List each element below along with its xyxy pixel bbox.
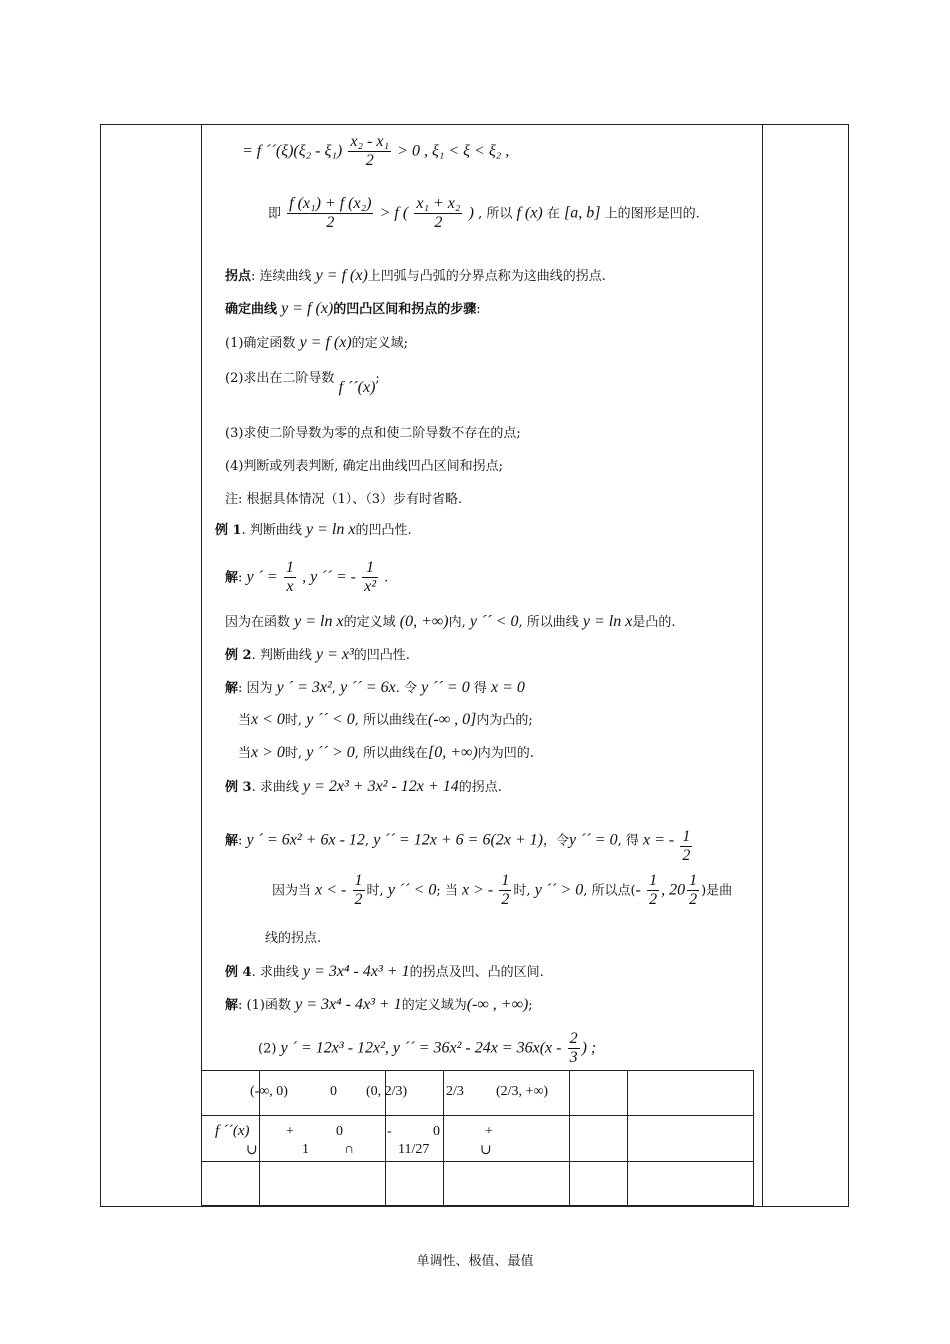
ex2-c1-interval: (-∞ , 0] <box>428 711 477 728</box>
line2-frac1-num: f (x₁) + f (x₂) <box>287 195 373 214</box>
ex3-sol-c: ，令 <box>543 833 570 849</box>
ex2-sol-b: , <box>331 681 336 696</box>
line2-close: ) <box>468 204 474 222</box>
ex3-r-frac4 <box>687 872 699 910</box>
line2-frac2-num: x₁ + x₂ <box>414 195 462 214</box>
ex2-sol-d: 得 <box>473 681 487 696</box>
example-2-label: 例 2 <box>225 648 252 663</box>
table-row-divider-2 <box>201 1161 754 1162</box>
table-col-5 <box>627 1070 628 1206</box>
steps-heading-colon: : <box>476 302 481 317</box>
ex2-text-b: 的凹凸性. <box>353 648 410 663</box>
example-4-statement <box>225 962 544 981</box>
steps-heading-formula: y = f (x) <box>281 300 334 317</box>
example-3-reason <box>272 872 732 910</box>
step2-text-b: ; <box>375 371 380 386</box>
ex3-r-d: 时, <box>513 883 531 899</box>
ex3-r-frac2-den: 2 <box>501 891 510 909</box>
frame-col-divider-right <box>762 124 763 1207</box>
ex4-text-a: . 求曲线 <box>251 965 299 980</box>
ex4-sol-domain: (-∞ , +∞) <box>466 996 529 1013</box>
frame-top-border <box>100 124 849 125</box>
step1-text-a: (1)确定函数 <box>225 336 296 351</box>
example-4-solution-1 <box>225 995 533 1014</box>
ex4-s2-frac <box>568 1030 580 1068</box>
example-1-reason <box>225 612 675 631</box>
formula-line-2 <box>268 195 700 233</box>
table-sign-cell: 0 <box>433 1124 440 1139</box>
ex1-frac-2 <box>362 559 378 597</box>
ex2-c2-c: , 所以曲线在 <box>354 746 429 761</box>
ex3-r-frac2 <box>499 872 511 910</box>
ex1-reason-f2: y = ln x <box>582 613 633 630</box>
ex3-r-frac2-num: 1 <box>499 872 511 891</box>
frame-col-divider-left <box>201 124 202 1207</box>
ex3-r-f6: , 20 <box>661 881 686 899</box>
ex2-c2-f2: y ´´ > 0 <box>306 744 355 761</box>
inflection-text-a: : 连续曲线 <box>251 269 312 284</box>
line2-ji: 即 <box>268 206 282 222</box>
ex3-text-a: . 求曲线 <box>251 780 299 795</box>
ex3-r-f2: y ´´ < 0 <box>387 881 437 899</box>
table-col-3 <box>443 1070 444 1206</box>
example-3-statement <box>225 777 502 796</box>
ex3-r-e: , 所以点( <box>583 883 636 899</box>
ex2-c1-d: 内为凸的; <box>476 713 533 728</box>
ex3-sol-frac-den: 2 <box>682 847 691 865</box>
line2-frac1-den: 2 <box>326 214 335 232</box>
ex2-c2-f: x > 0 <box>251 744 285 761</box>
ex2-c2-b: 时, <box>284 746 303 761</box>
ex2-sol-f1: y ´ = 3x² <box>276 679 332 696</box>
table-header-cell: 0 <box>330 1084 337 1099</box>
line1-tail: > 0 , ξ₁ < ξ < ξ₂ , <box>397 142 510 160</box>
steps-note: 注: 根据具体情况（1）、（3）步有时省略. <box>225 492 463 507</box>
ex3-sol-b: , <box>364 833 370 849</box>
step-4: (4)判断或列表判断, 确定出曲线凹凸区间和拐点; <box>225 459 504 474</box>
ex3-sol-f2: y ´´ = 12x + 6 = 6(2x + 1) <box>373 831 543 849</box>
ex4-formula: y = 3x⁴ - 4x³ + 1 <box>302 963 410 980</box>
step2-formula: f ´´(x) <box>338 379 376 396</box>
ex1-frac1-num: 1 <box>284 559 296 578</box>
example-4-solution-2 <box>258 1030 596 1068</box>
ex1-reason-b: 的定义域 <box>343 615 396 630</box>
table-shape-cell: ∪ <box>246 1143 258 1158</box>
ex1-reason-domain: (0, +∞) <box>399 613 449 630</box>
ex2-c2-d: 内为凹的. <box>477 746 534 761</box>
table-header-cell: (0, 2/3) <box>366 1084 408 1099</box>
ex3-r-frac1-den: 2 <box>354 891 363 909</box>
ex1-text-b: 的凹凸性. <box>355 523 412 538</box>
line2-fraction-1 <box>287 195 373 233</box>
ex2-sol-f3: y ´´ = 0 <box>421 679 470 696</box>
frame-right-border <box>848 124 849 1207</box>
line1-frac-num: x₂ - x₁ <box>348 133 391 152</box>
frame-left-border <box>100 124 101 1207</box>
table-shape-cell: ∪ <box>480 1143 492 1158</box>
table-col-4 <box>569 1070 570 1206</box>
ex4-sol-f1: y = 3x⁴ - 4x³ + 1 <box>295 996 402 1013</box>
example-3-reason-cont: 线的拐点. <box>265 931 322 946</box>
example-2-case-2 <box>238 743 534 762</box>
table-sign-cell: 0 <box>336 1124 343 1139</box>
step2-text-a: (2)求出在二阶导数 <box>225 371 335 386</box>
ex3-r-frac1 <box>353 872 365 910</box>
ex3-r-f3: x > - <box>462 881 494 899</box>
ex3-sol-f4: x = - <box>642 831 675 849</box>
ex1-y1: y ´ = <box>246 568 278 586</box>
example-3-solution <box>225 822 694 865</box>
ex2-c2-interval: [0, +∞) <box>428 744 478 761</box>
ex1-reason-a: 因为在函数 <box>225 615 291 630</box>
table-header-cell: (2/3, +∞) <box>496 1084 549 1099</box>
ex2-c1-c: , 所以曲线在 <box>354 713 429 728</box>
table-header-cell: 2/3 <box>446 1084 464 1099</box>
example-3-label: 例 3 <box>225 780 252 795</box>
example-2-statement <box>225 645 410 664</box>
formula-line-1 <box>242 133 509 171</box>
ex3-sol-frac <box>680 828 692 866</box>
ex2-formula: y = x³ <box>315 646 354 663</box>
step1-text-b: 的定义域; <box>351 336 409 351</box>
line2-end: 上的图形是凹的. <box>604 206 700 222</box>
ex1-reason-c: 内, <box>448 615 466 630</box>
ex1-formula: y = ln x <box>305 521 356 538</box>
ex2-sol-label: 解 <box>225 681 239 696</box>
ex4-text-b: 的拐点及凹、凸的区间. <box>409 965 544 980</box>
ex2-text-a: . 判断曲线 <box>251 648 312 663</box>
ex3-sol-f1: y ´ = 6x² + 6x - 12 <box>246 831 365 849</box>
table-sign-cell: - <box>387 1124 392 1139</box>
ex1-reason-ineq: y ´´ < 0 <box>469 613 519 630</box>
line2-zai: 在 <box>546 206 560 222</box>
page-footer: 单调性、极值、最值 <box>416 1254 534 1269</box>
example-1-solution <box>225 559 388 597</box>
ex3-r-frac3-den: 2 <box>649 891 658 909</box>
ex1-frac-1 <box>284 559 296 597</box>
line1-frac-den: 2 <box>365 152 374 170</box>
table-top-border <box>201 1070 754 1071</box>
table-shape-cell: 11/27 <box>398 1142 430 1157</box>
ex3-r-frac1-num: 1 <box>353 872 365 891</box>
ex2-sol-f4: x = 0 <box>491 679 525 696</box>
ex1-reason-e: 是凸的. <box>632 615 676 630</box>
table-shape-cell: ∩ <box>344 1142 355 1157</box>
ex3-sol-a: : <box>238 833 243 849</box>
step-1 <box>225 333 408 352</box>
table-row-label-f2: f ´´(x) <box>215 1123 250 1139</box>
table-row-divider-1 <box>201 1115 754 1116</box>
table-bottom-border <box>201 1205 754 1206</box>
ex2-c2-a: 当 <box>238 746 252 761</box>
table-sign-cell: + <box>286 1124 294 1139</box>
ex4-sol-c: ; <box>528 998 533 1013</box>
table-header-cell: (-∞, 0) <box>250 1084 288 1099</box>
ex3-r-f: )是曲 <box>701 883 733 899</box>
step1-formula: y = f (x) <box>299 334 352 351</box>
ex4-s2-label: (2) <box>258 1041 277 1057</box>
ex4-s2-frac-den: 3 <box>569 1049 578 1067</box>
step-2 <box>225 368 380 396</box>
inflection-formula: y = f (x) <box>315 267 368 284</box>
steps-heading-a: 确定曲线 <box>225 302 278 317</box>
steps-heading <box>225 299 481 318</box>
ex3-formula: y = 2x³ + 3x² - 12x + 14 <box>302 778 459 795</box>
ex4-sol-label: 解 <box>225 998 239 1013</box>
ex1-sol-end: . <box>384 570 389 586</box>
ex3-sol-frac-num: 1 <box>680 828 692 847</box>
ex1-sol-label: 解 <box>225 570 239 586</box>
example-2-solution <box>225 678 525 697</box>
example-1-statement <box>215 520 412 539</box>
frame-bottom-border <box>100 1206 849 1207</box>
ex2-c1-b: 时, <box>284 713 303 728</box>
ex4-sol-b: 的定义域为 <box>401 998 467 1013</box>
inflection-definition <box>225 266 606 285</box>
ex3-r-f5: - <box>635 881 641 899</box>
ex3-sol-d: , 得 <box>617 833 639 849</box>
ex3-r-a: 因为当 <box>272 883 312 899</box>
ex3-r-frac3 <box>647 872 659 910</box>
ex4-s2-frac-num: 2 <box>568 1030 580 1049</box>
ex2-sol-a: : 因为 <box>238 681 273 696</box>
line2-ab: [a, b] <box>563 204 601 222</box>
ex3-sol-f3: y ´´ = 0 <box>569 831 618 849</box>
step-3: (3)求使二阶导数为零的点和使二阶导数不存在的点; <box>225 426 521 441</box>
line1-formula: = f ´´(ξ)(ξ₂ - ξ₁) <box>242 142 343 160</box>
table-shape-cell: 1 <box>302 1142 309 1157</box>
ex2-sol-c: . 令 <box>395 681 417 696</box>
table-sign-cell: + <box>485 1124 493 1139</box>
ex3-text-b: 的拐点. <box>458 780 502 795</box>
ex1-reason-d: , 所以曲线 <box>518 615 579 630</box>
ex1-text-a: . 判断曲线 <box>241 523 302 538</box>
ex2-c1-a: 当 <box>238 713 252 728</box>
ex1-y2: , y ´´ = - <box>302 568 356 586</box>
ex4-s2-f: y ´ = 12x³ - 12x², y ´´ = 36x² - 24x = 36x(x - <box>280 1039 562 1057</box>
example-4-label: 例 4 <box>225 965 252 980</box>
ex3-r-c: ; 当 <box>436 883 458 899</box>
ex4-sol-a: : (1)函数 <box>238 998 291 1013</box>
ex2-sol-f2: y ´´ = 6x <box>340 679 396 696</box>
ex3-sol-label: 解 <box>225 833 239 849</box>
ex1-frac2-num: 1 <box>362 559 378 578</box>
ex3-r-frac3-num: 1 <box>647 872 659 891</box>
ex2-c1-f: x < 0 <box>251 711 285 728</box>
example-2-case-1 <box>238 710 533 729</box>
ex1-frac1-den: x <box>286 578 294 596</box>
ex1-frac2-den: x² <box>364 578 376 596</box>
inflection-label: 拐点 <box>225 269 252 284</box>
line2-frac2-den: 2 <box>434 214 443 232</box>
ex3-r-f1: x < - <box>315 881 347 899</box>
ex3-r-f4: y ´´ > 0 <box>534 881 584 899</box>
table-right-border <box>753 1070 754 1206</box>
line2-fx: f (x) <box>516 204 543 222</box>
example-1-label: 例 1 <box>215 523 242 538</box>
inflection-text-b: 上凹弧与凸弧的分界点称为这曲线的拐点. <box>367 269 606 284</box>
ex2-c1-f2: y ´´ < 0 <box>306 711 355 728</box>
ex1-sol-colon: : <box>238 570 243 586</box>
ex1-reason-f: y = ln x <box>294 613 344 630</box>
ex3-r-frac4-den: 2 <box>689 891 698 909</box>
steps-heading-b: 的凹凸区间和拐点的步骤 <box>333 302 477 317</box>
line2-gt: > f ( <box>379 204 409 222</box>
ex3-r-frac4-num: 1 <box>687 872 699 891</box>
line1-fraction <box>348 133 391 171</box>
line2-suoyi: , 所以 <box>478 206 513 222</box>
ex4-s2-end: ) ; <box>581 1039 597 1057</box>
ex3-r-b: 时, <box>366 883 384 899</box>
line2-fraction-2 <box>414 195 462 233</box>
